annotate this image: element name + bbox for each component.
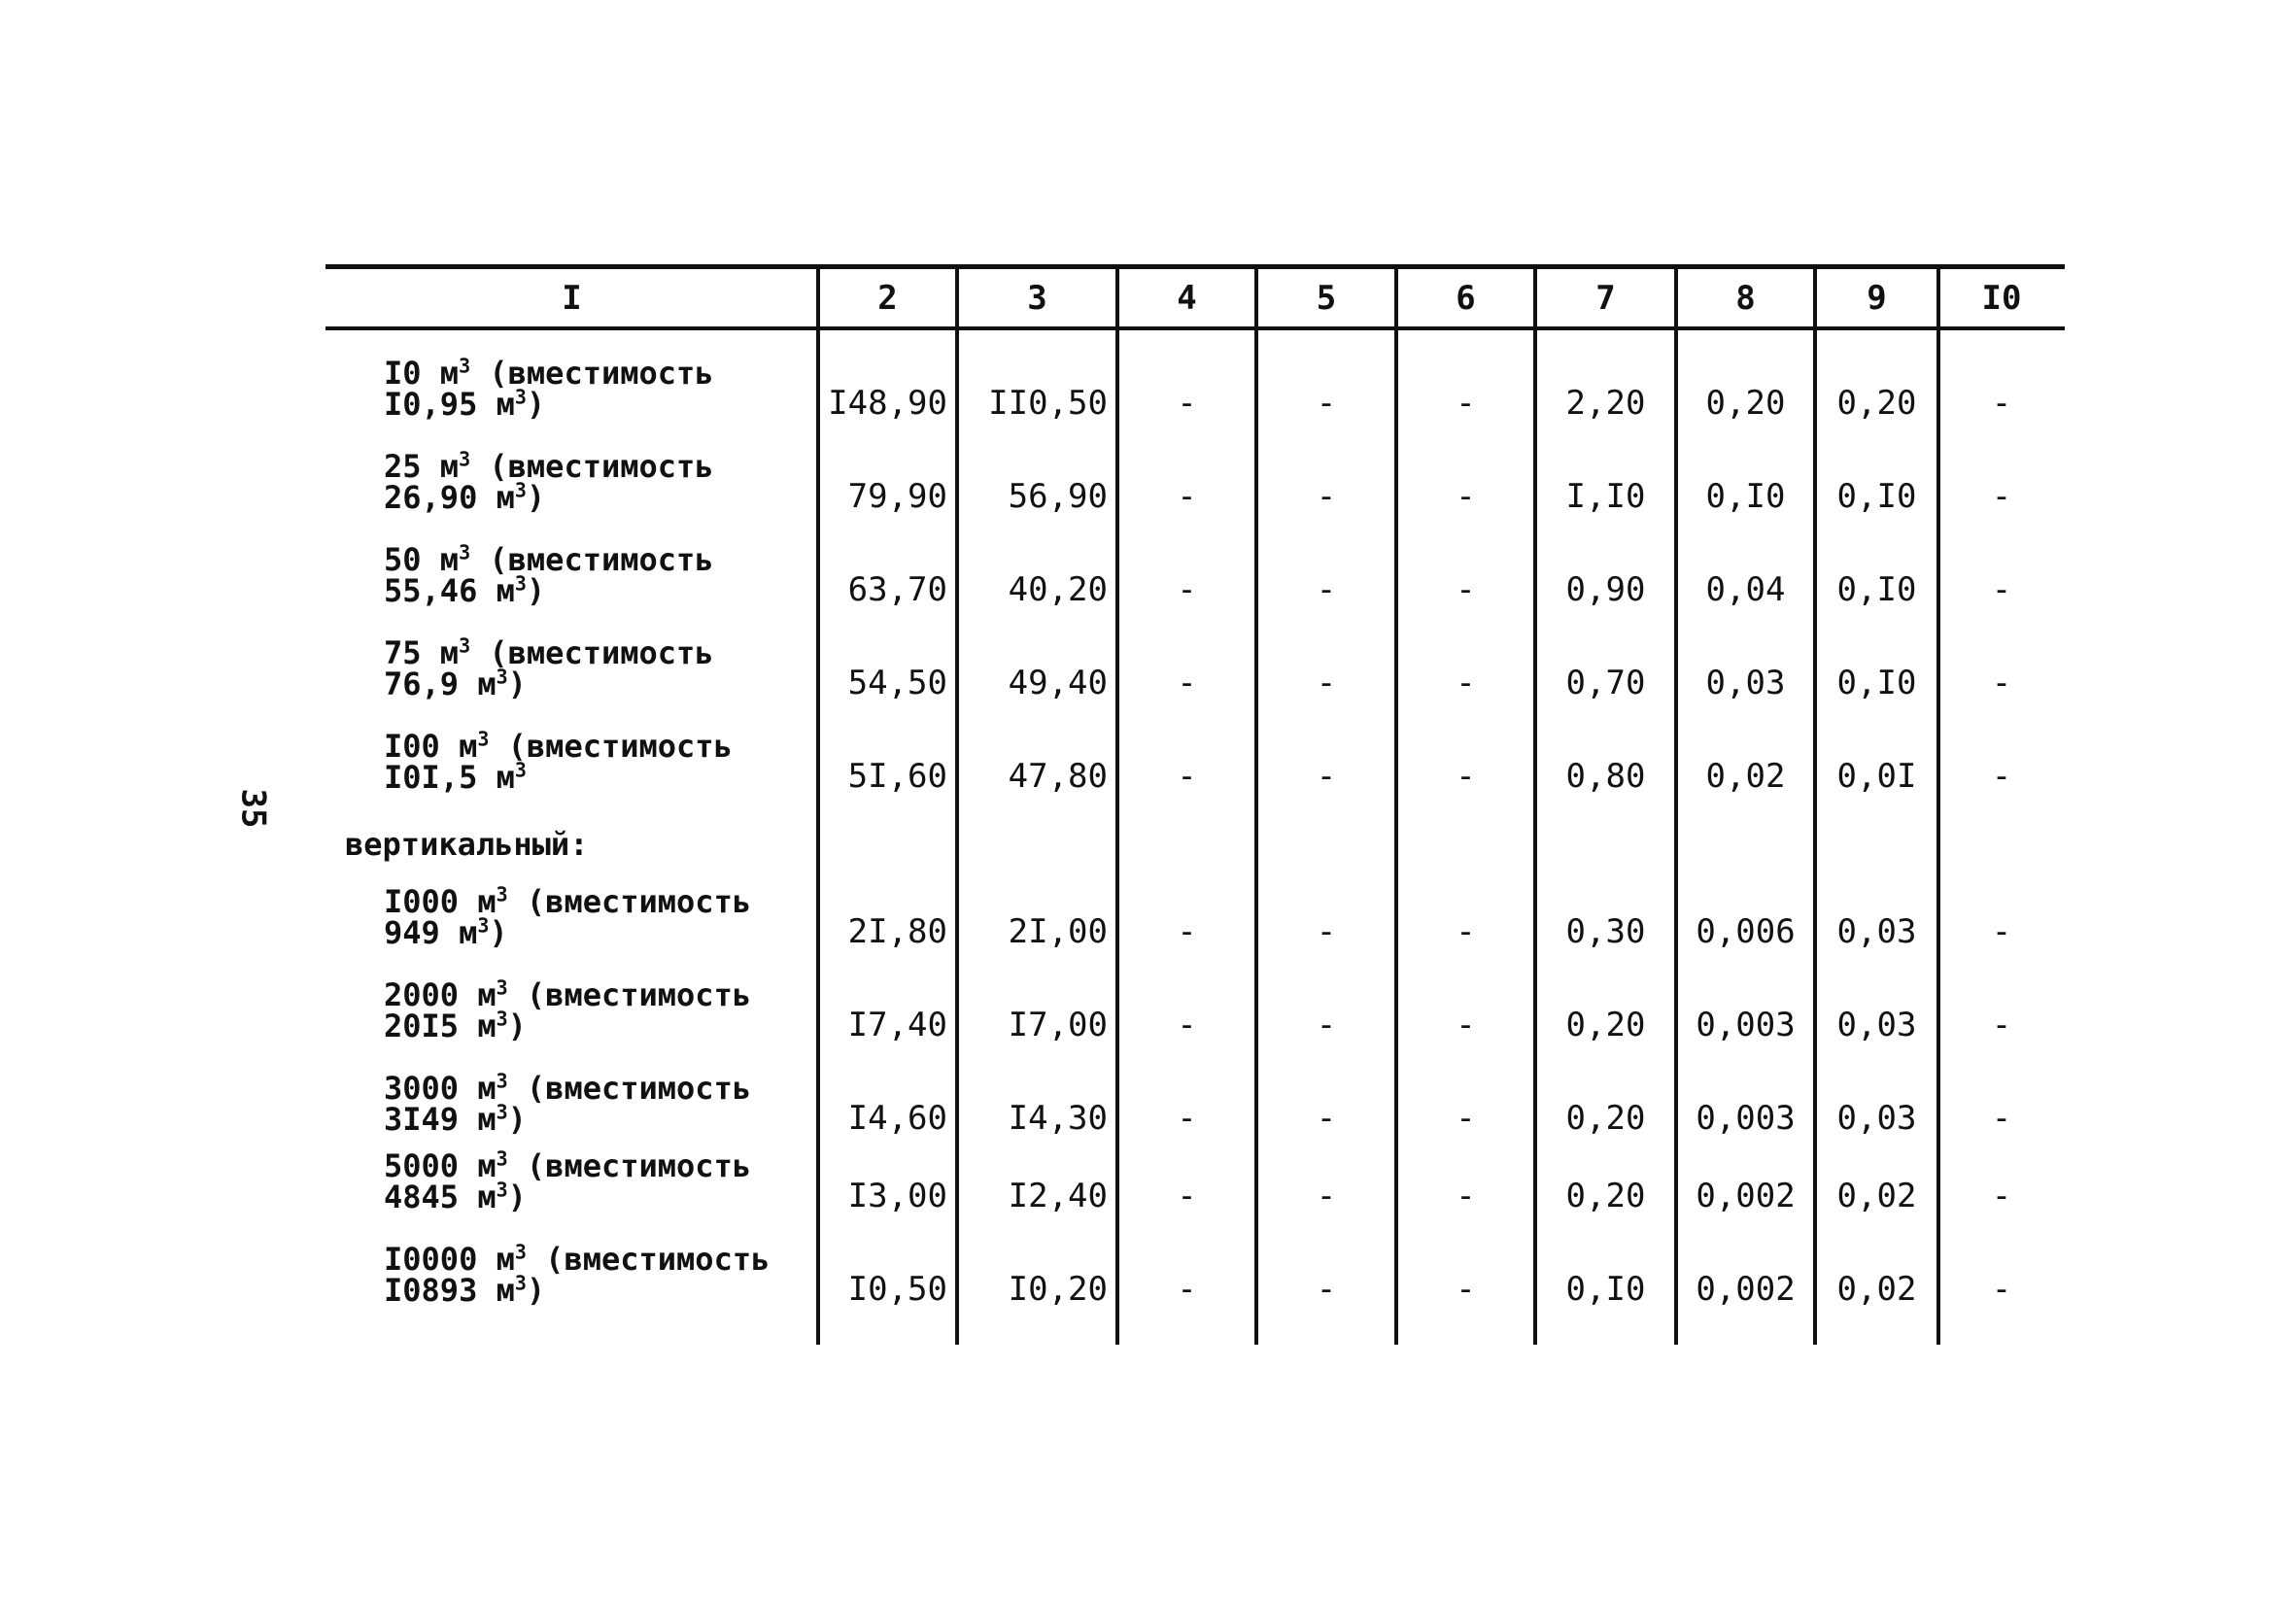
cell-col-8: 0,02 bbox=[1705, 757, 1786, 796]
row-label-part: 5000 м bbox=[384, 1147, 497, 1184]
cell-col-7: 0,30 bbox=[1565, 912, 1646, 951]
cell-col-10: - bbox=[1991, 1177, 2012, 1215]
cell-col-8: 0,006 bbox=[1696, 912, 1796, 951]
cell-col-5: - bbox=[1316, 1270, 1337, 1309]
cell-col-2: I7,40 bbox=[847, 1006, 947, 1044]
row-label-part: ) bbox=[526, 479, 546, 516]
cell-col-7: 0,20 bbox=[1565, 1099, 1646, 1138]
cell-col-3: 47,80 bbox=[1008, 757, 1108, 796]
cell-col-3: 56,90 bbox=[1008, 477, 1108, 516]
cell-col-8: 0,04 bbox=[1705, 570, 1786, 609]
cell-col-9: 0,20 bbox=[1836, 384, 1917, 423]
superscript-3: 3 bbox=[477, 727, 490, 751]
cell-col-7: 2,20 bbox=[1565, 384, 1646, 423]
row-label-part: 26,90 м bbox=[384, 479, 515, 516]
row-label-part: ) bbox=[526, 572, 546, 609]
cell-col-9: 0,I0 bbox=[1836, 477, 1917, 516]
cell-col-2: 63,70 bbox=[847, 570, 947, 609]
cell-col-9: 0,I0 bbox=[1836, 664, 1917, 702]
cell-col-7: 0,90 bbox=[1565, 570, 1646, 609]
row-label-part: ) bbox=[526, 386, 546, 423]
superscript-3: 3 bbox=[514, 1240, 527, 1264]
cell-col-5: - bbox=[1316, 570, 1337, 609]
cell-col-5: - bbox=[1316, 477, 1337, 516]
superscript-3: 3 bbox=[496, 665, 508, 689]
row-label-part: I0000 м bbox=[384, 1241, 515, 1278]
superscript-3: 3 bbox=[496, 1007, 508, 1031]
cell-col-3: I2,40 bbox=[1008, 1177, 1108, 1215]
cell-col-2: I4,60 bbox=[847, 1099, 947, 1138]
cell-col-10: - bbox=[1991, 384, 2012, 423]
cell-col-7: 0,20 bbox=[1565, 1177, 1646, 1215]
cell-col-6: - bbox=[1456, 1177, 1476, 1215]
row-label-part: 76,9 м bbox=[384, 666, 497, 702]
cell-col-7: 0,70 bbox=[1565, 664, 1646, 702]
cell-col-6: - bbox=[1456, 477, 1476, 516]
cell-col-8: 0,I0 bbox=[1705, 477, 1786, 516]
cell-col-2: 2I,80 bbox=[847, 912, 947, 951]
cell-col-5: - bbox=[1316, 384, 1337, 423]
cell-col-5: - bbox=[1316, 1177, 1337, 1215]
cell-col-3: 40,20 bbox=[1008, 570, 1108, 609]
cell-col-5: - bbox=[1316, 912, 1337, 951]
cell-col-6: - bbox=[1456, 664, 1476, 702]
cell-col-4: - bbox=[1177, 757, 1197, 796]
cell-col-9: 0,I0 bbox=[1836, 570, 1917, 609]
column-header-1: I bbox=[562, 279, 582, 318]
row-label-part: (вместимость bbox=[470, 541, 714, 578]
cell-col-8: 0,003 bbox=[1696, 1006, 1796, 1044]
superscript-3: 3 bbox=[514, 478, 527, 502]
cell-col-5: - bbox=[1316, 757, 1337, 796]
cell-col-10: - bbox=[1991, 757, 2012, 796]
column-header-6: 6 bbox=[1456, 279, 1476, 318]
row-label bbox=[384, 447, 714, 516]
cell-col-4: - bbox=[1177, 1099, 1197, 1138]
cell-col-8: 0,003 bbox=[1696, 1099, 1796, 1138]
row-label-part: ) bbox=[507, 1179, 527, 1215]
cell-col-10: - bbox=[1991, 477, 2012, 516]
superscript-3: 3 bbox=[496, 1178, 508, 1202]
cell-col-9: 0,03 bbox=[1836, 912, 1917, 951]
row-label-part: 2000 м bbox=[384, 976, 497, 1013]
column-header-2: 2 bbox=[877, 279, 898, 318]
row-label-part: 75 м bbox=[384, 634, 460, 671]
column-header-4: 4 bbox=[1177, 279, 1197, 318]
row-label-part: (вместимость bbox=[507, 1147, 752, 1184]
cell-col-10: - bbox=[1991, 664, 2012, 702]
cell-col-2: 54,50 bbox=[847, 664, 947, 702]
row-label-part: (вместимость bbox=[507, 1070, 752, 1107]
row-label-part: (вместимость bbox=[489, 728, 733, 765]
cell-col-10: - bbox=[1991, 570, 2012, 609]
cell-col-7: 0,20 bbox=[1565, 1006, 1646, 1044]
superscript-3: 3 bbox=[477, 913, 490, 938]
superscript-3: 3 bbox=[496, 882, 508, 906]
cell-col-2: I48,90 bbox=[828, 384, 947, 423]
cell-col-8: 0,20 bbox=[1705, 384, 1786, 423]
superscript-3: 3 bbox=[496, 1100, 508, 1124]
row-label-part: 3000 м bbox=[384, 1070, 497, 1107]
row-label bbox=[384, 882, 752, 951]
row-label-part: ) bbox=[507, 666, 527, 702]
cell-col-4: - bbox=[1177, 1270, 1197, 1309]
cell-col-4: - bbox=[1177, 664, 1197, 702]
row-label-part: (вместимость bbox=[526, 1241, 771, 1278]
cell-col-8: 0,002 bbox=[1696, 1270, 1796, 1309]
row-label-part: 4845 м bbox=[384, 1179, 497, 1215]
row-label-part: 949 м bbox=[384, 914, 478, 951]
superscript-3: 3 bbox=[514, 571, 527, 596]
cell-col-9: 0,0I bbox=[1836, 757, 1917, 796]
cell-col-2: I3,00 bbox=[847, 1177, 947, 1215]
column-header-9: 9 bbox=[1867, 279, 1887, 318]
cell-col-4: - bbox=[1177, 384, 1197, 423]
cell-col-6: - bbox=[1456, 384, 1476, 423]
cell-col-6: - bbox=[1456, 912, 1476, 951]
row-label-part: (вместимость bbox=[470, 355, 714, 392]
cell-col-8: 0,03 bbox=[1705, 664, 1786, 702]
row-label-part: ) bbox=[526, 1272, 546, 1309]
superscript-3: 3 bbox=[496, 975, 508, 1000]
cell-col-7: 0,I0 bbox=[1565, 1270, 1646, 1309]
cell-col-4: - bbox=[1177, 912, 1197, 951]
row-label-part: ) bbox=[489, 914, 508, 951]
row-label bbox=[384, 727, 733, 796]
cell-col-3: II0,50 bbox=[988, 384, 1108, 423]
superscript-3: 3 bbox=[514, 1271, 527, 1295]
column-header-3: 3 bbox=[1027, 279, 1047, 318]
cell-col-3: I7,00 bbox=[1008, 1006, 1108, 1044]
superscript-3: 3 bbox=[514, 758, 527, 782]
cell-col-5: - bbox=[1316, 1099, 1337, 1138]
cell-col-10: - bbox=[1991, 912, 2012, 951]
cell-col-3: 2I,00 bbox=[1008, 912, 1108, 951]
cell-col-3: 49,40 bbox=[1008, 664, 1108, 702]
cell-col-10: - bbox=[1991, 1006, 2012, 1044]
row-label-part: I0I,5 м bbox=[384, 759, 515, 796]
row-label bbox=[384, 1240, 771, 1309]
cell-col-10: - bbox=[1991, 1270, 2012, 1309]
row-label-part: ) bbox=[507, 1101, 527, 1138]
row-label-part: I0 м bbox=[384, 355, 460, 392]
row-label bbox=[384, 540, 714, 609]
column-header-5: 5 bbox=[1316, 279, 1337, 318]
superscript-3: 3 bbox=[496, 1146, 508, 1171]
row-label-part: 3I49 м bbox=[384, 1101, 497, 1138]
cell-col-5: - bbox=[1316, 664, 1337, 702]
cell-col-9: 0,02 bbox=[1836, 1177, 1917, 1215]
row-label-part: (вместимость bbox=[470, 448, 714, 485]
superscript-3: 3 bbox=[459, 447, 471, 471]
section-label: вертикальный: bbox=[345, 826, 589, 863]
cell-col-9: 0,03 bbox=[1836, 1006, 1917, 1044]
row-label-part: I00 м bbox=[384, 728, 478, 765]
row-label bbox=[384, 354, 714, 423]
cell-col-6: - bbox=[1456, 1006, 1476, 1044]
cell-col-6: - bbox=[1456, 570, 1476, 609]
cell-col-6: - bbox=[1456, 1099, 1476, 1138]
row-label bbox=[384, 633, 714, 702]
cell-col-4: - bbox=[1177, 1177, 1197, 1215]
cell-col-6: - bbox=[1456, 757, 1476, 796]
table-top-rule bbox=[326, 264, 2065, 269]
row-label-part: I0893 м bbox=[384, 1272, 515, 1309]
cell-col-2: I0,50 bbox=[847, 1270, 947, 1309]
cell-col-4: - bbox=[1177, 570, 1197, 609]
cell-col-2: 79,90 bbox=[847, 477, 947, 516]
superscript-3: 3 bbox=[459, 540, 471, 564]
cell-col-5: - bbox=[1316, 1006, 1337, 1044]
column-header-8: 8 bbox=[1735, 279, 1756, 318]
row-label-part: ) bbox=[507, 1008, 527, 1044]
row-label-part: I000 м bbox=[384, 883, 497, 920]
row-label bbox=[384, 975, 752, 1044]
cell-col-6: - bbox=[1456, 1270, 1476, 1309]
cell-col-4: - bbox=[1177, 477, 1197, 516]
cell-col-3: I4,30 bbox=[1008, 1099, 1108, 1138]
cell-col-3: I0,20 bbox=[1008, 1270, 1108, 1309]
row-label bbox=[384, 1069, 752, 1138]
superscript-3: 3 bbox=[459, 354, 471, 378]
table-header-rule bbox=[326, 326, 2065, 330]
row-label-part: 50 м bbox=[384, 541, 460, 578]
row-label-part: (вместимость bbox=[470, 634, 714, 671]
cell-col-4: - bbox=[1177, 1006, 1197, 1044]
row-label-part: 25 м bbox=[384, 448, 460, 485]
cell-col-9: 0,03 bbox=[1836, 1099, 1917, 1138]
cell-col-7: I,I0 bbox=[1565, 477, 1646, 516]
cell-col-9: 0,02 bbox=[1836, 1270, 1917, 1309]
row-label-part: 20I5 м bbox=[384, 1008, 497, 1044]
row-label-part: I0,95 м bbox=[384, 386, 515, 423]
superscript-3: 3 bbox=[514, 385, 527, 409]
column-header-7: 7 bbox=[1595, 279, 1616, 318]
row-label-part: 55,46 м bbox=[384, 572, 515, 609]
cell-col-10: - bbox=[1991, 1099, 2012, 1138]
column-header-10: I0 bbox=[1981, 279, 2022, 318]
cell-col-8: 0,002 bbox=[1696, 1177, 1796, 1215]
cell-col-7: 0,80 bbox=[1565, 757, 1646, 796]
superscript-3: 3 bbox=[459, 633, 471, 658]
cell-col-2: 5I,60 bbox=[847, 757, 947, 796]
row-label-part: (вместимость bbox=[507, 976, 752, 1013]
page-number: 35 bbox=[233, 788, 273, 829]
superscript-3: 3 bbox=[496, 1069, 508, 1093]
row-label bbox=[384, 1146, 752, 1215]
row-label-part: (вместимость bbox=[507, 883, 752, 920]
